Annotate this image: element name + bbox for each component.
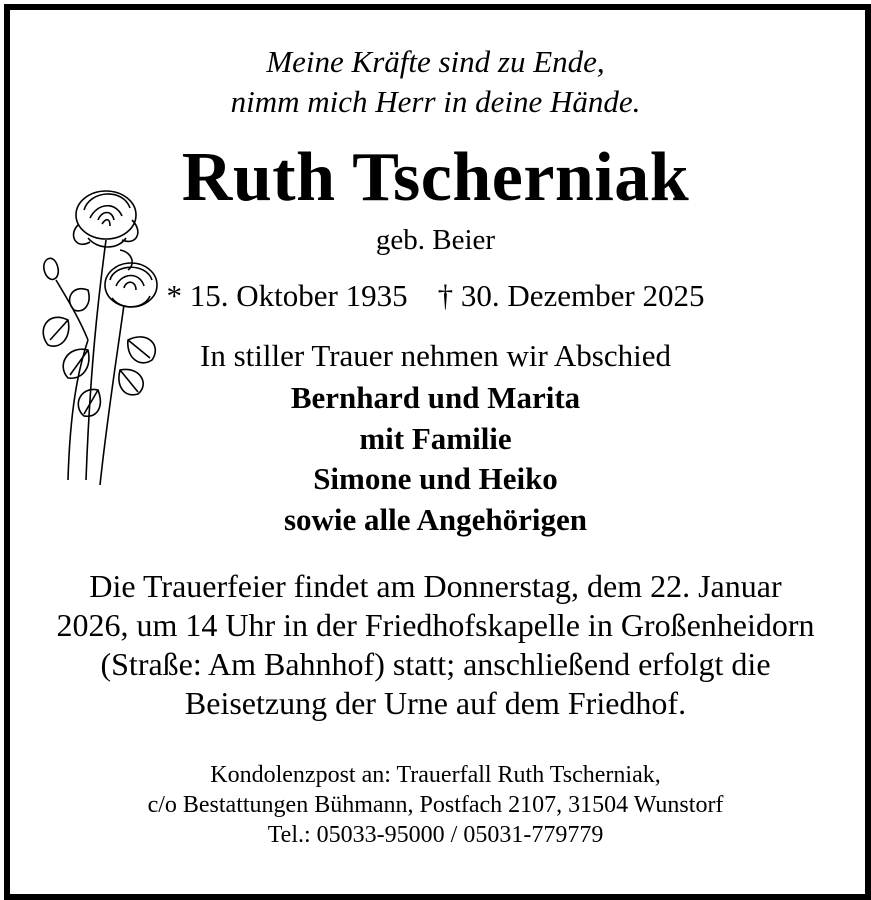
ceremony-line: Beisetzung der Urne auf dem Friedhof. (184, 685, 687, 721)
ceremony-line: 2026, um 14 Uhr in der Friedhofskapelle in Großenheidorn (56, 607, 815, 643)
mourner-line: Simone und Heiko (313, 461, 558, 496)
birth-name: geb. Beier (375, 224, 496, 256)
contact-line: c/o Bestattungen Bühmann, Postfach 2107, 31504 Wunstorf (147, 792, 724, 818)
contact-line: Tel.: 05033-95000 / 05031-779779 (267, 822, 604, 848)
deceased-name: Ruth Tscherniak (181, 139, 690, 216)
life-dates (0, 278, 871, 314)
verse-line-1: Meine Kräfte sind zu Ende, (266, 44, 605, 79)
birth-date: * 15. Oktober 1935 (166, 278, 408, 313)
contact-line: Kondolenzpost an: Trauerfall Ruth Tscherniak, (210, 762, 661, 788)
ceremony-line: (Straße: Am Bahnhof) statt; anschließend erfolgt die (100, 646, 771, 682)
mourners-intro: In stiller Trauer nehmen wir Abschied (200, 338, 671, 373)
mourner-line: Bernhard und Marita (290, 380, 581, 415)
death-date: † 30. Dezember 2025 (437, 278, 705, 313)
mourner-line: mit Familie (359, 421, 512, 456)
mourner-line: sowie alle Angehörigen (283, 502, 588, 537)
ceremony-line: Die Trauerfeier findet am Donnerstag, dem 22. Januar (89, 568, 782, 604)
verse-line-2: nimm mich Herr in deine Hände. (230, 84, 641, 119)
